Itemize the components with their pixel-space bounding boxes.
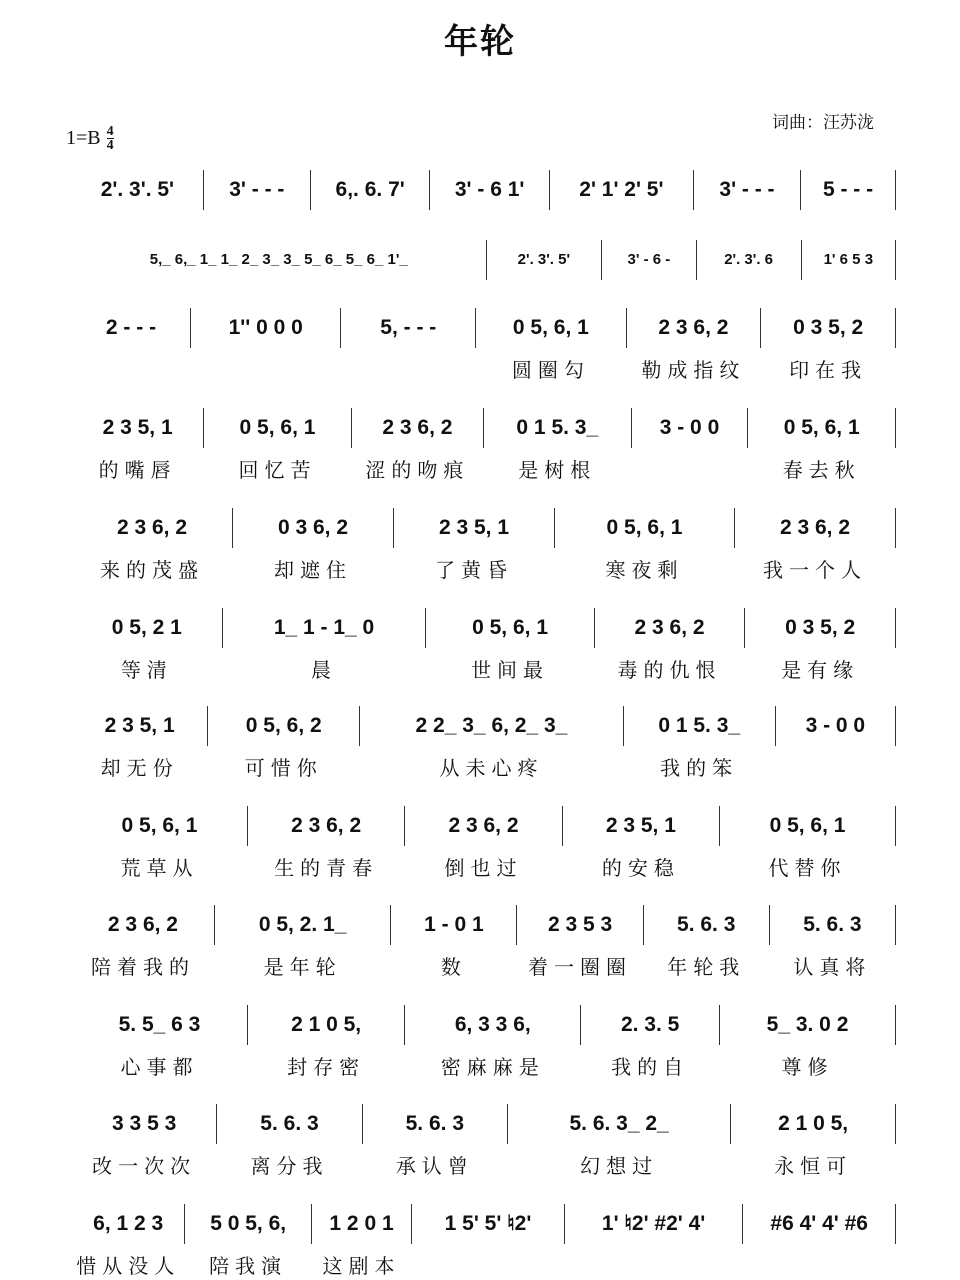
measure	[311, 170, 430, 210]
measure-notes: 3 - 0 0	[659, 416, 720, 439]
lyrics: 是有缘	[781, 658, 860, 682]
lyrics: 我的笨	[660, 756, 739, 780]
measure-notes: 0 5, 6, 1	[512, 316, 589, 339]
measure	[632, 408, 749, 448]
measure	[72, 508, 233, 582]
measure	[72, 240, 487, 280]
measure	[405, 806, 562, 880]
measure	[624, 706, 776, 780]
measure	[555, 508, 735, 582]
lyrics: 尊修	[781, 1055, 834, 1079]
lyrics: 从未心疼	[439, 756, 544, 780]
measure-notes: 2 1 0 5,	[778, 1112, 849, 1135]
lyrics: 封存密	[287, 1055, 366, 1079]
measure	[565, 1204, 744, 1244]
time-signature	[107, 125, 114, 152]
measure	[745, 608, 896, 682]
measure	[233, 508, 394, 582]
measure-notes: 0 3 6, 2	[277, 516, 349, 539]
measure	[204, 170, 311, 210]
measure	[72, 706, 208, 780]
lyrics: 是年轮	[263, 955, 342, 979]
measure-notes: 2 - - -	[105, 316, 157, 339]
lyrics: 勒成指纹	[641, 358, 746, 382]
lyrics: 寒夜剩	[605, 558, 684, 582]
measure-notes: 2'. 3'. 5'	[517, 251, 571, 268]
lyrics: 幻想过	[580, 1154, 659, 1178]
measure-notes: 2'. 3'. 6	[724, 251, 774, 268]
key-label: 1=B	[66, 127, 101, 149]
measure-notes: 2 3 5, 1	[605, 814, 676, 837]
measure	[743, 1204, 896, 1244]
measure-notes: 0 5, 6, 1	[121, 814, 198, 837]
measure	[391, 905, 517, 979]
lyrics: 来的茂盛	[100, 558, 204, 582]
measure-notes: 3' - - -	[719, 178, 775, 201]
lyrics: 心事都	[120, 1055, 199, 1079]
measure	[72, 1204, 185, 1278]
measure-notes: 2 3 6, 2	[779, 516, 851, 539]
measure-notes: 3' - 6 1'	[454, 178, 525, 201]
lyrics: 的安稳	[601, 856, 680, 880]
score-line	[72, 706, 896, 780]
lyrics: 荒草从	[120, 856, 199, 880]
lyrics: 密麻麻是	[440, 1055, 545, 1079]
measure-notes: 1' 6 5 3	[823, 251, 874, 268]
measure	[394, 508, 555, 582]
measure-notes: 5. 6. 3	[677, 913, 736, 936]
measure	[412, 1204, 565, 1244]
measure	[802, 240, 896, 280]
measure-notes: 6, 3 3 6,	[454, 1013, 531, 1036]
measure	[426, 608, 594, 682]
lyrics: 着一圈圈	[528, 955, 633, 979]
lyrics: 倒也过	[444, 856, 523, 880]
measure-notes: 0 3 5, 2	[793, 316, 864, 339]
lyrics: 年轮我	[667, 955, 746, 979]
measure-notes: 1 5' 5' ♮2'	[444, 1212, 532, 1235]
measure-notes: 0 5, 2 1	[111, 616, 182, 639]
measure-notes: 6, 1 2 3	[93, 1212, 164, 1235]
measure	[191, 308, 341, 348]
measure	[627, 308, 762, 382]
measure-notes: 2' 1' 2' 5'	[579, 178, 664, 201]
measure-notes: 2 3 6, 2	[448, 814, 519, 837]
measure	[801, 170, 896, 210]
measure-notes: 5. 6. 3	[405, 1112, 465, 1135]
measure-notes: 6,. 6. 7'	[335, 178, 405, 201]
measure	[248, 806, 405, 880]
measure-notes: 5_ 3. 0 2	[766, 1013, 849, 1036]
score-line	[72, 508, 896, 582]
measure	[363, 1104, 508, 1178]
score-line	[72, 608, 896, 682]
measure	[72, 806, 248, 880]
score-line	[72, 905, 896, 979]
measure-notes: 2. 3. 5	[620, 1013, 680, 1036]
score-line	[72, 1005, 896, 1079]
measure	[72, 608, 223, 682]
measure	[644, 905, 770, 979]
measure-notes: 2'. 3'. 5'	[100, 178, 175, 201]
measure-notes: 3 - 0 0	[805, 714, 866, 737]
measure-notes: 2 3 6, 2	[291, 814, 362, 837]
measure-notes: 2 2_ 3_ 6, 2_ 3_	[415, 714, 568, 737]
lyrics: 涩的吻痕	[365, 458, 470, 482]
score-line	[72, 1204, 896, 1278]
measure-notes: 5 - - -	[822, 178, 874, 201]
lyrics: 承认曾	[395, 1154, 474, 1178]
measure-notes: 1 2 0 1	[329, 1212, 394, 1235]
measure-notes: 2 3 5, 1	[438, 516, 510, 539]
lyrics: 是树根	[518, 458, 597, 482]
measure	[72, 408, 204, 482]
score-line	[72, 408, 896, 482]
lyrics: 离分我	[250, 1154, 329, 1178]
measure	[508, 1104, 731, 1178]
measure-notes: 3 3 5 3	[112, 1112, 177, 1135]
lyrics: 回忆苦	[238, 458, 317, 482]
measure	[312, 1204, 412, 1278]
lyrics: 晨	[311, 658, 338, 682]
lyrics: 却无份	[100, 756, 179, 780]
lyrics: 可惜你	[244, 756, 323, 780]
measure-notes: 0 5, 6, 1	[239, 416, 316, 439]
lyrics: 春去秋	[782, 458, 861, 482]
measure-notes: 2 3 6, 2	[116, 516, 188, 539]
measure	[595, 608, 746, 682]
lyrics: 我的自	[611, 1055, 690, 1079]
lyrics: 惜从没人	[76, 1254, 181, 1278]
measure	[217, 1104, 362, 1178]
measure	[697, 240, 802, 280]
composer-credit: 词曲：汪苏泷	[772, 113, 874, 133]
measure	[204, 408, 352, 482]
measure	[770, 905, 896, 979]
measure-notes: 1_ 1 - 1_ 0	[273, 616, 375, 639]
score-line	[72, 308, 896, 382]
measure	[484, 408, 632, 482]
lyrics: 我一个人	[763, 558, 867, 582]
measure	[352, 408, 484, 482]
measure	[517, 905, 643, 979]
measure	[215, 905, 391, 979]
measure	[735, 508, 896, 582]
measure	[776, 706, 896, 746]
lyrics: 这剧本	[322, 1254, 401, 1278]
score-line	[72, 240, 896, 280]
measure-notes: 5. 6. 3_ 2_	[569, 1112, 669, 1135]
measure-notes: 0 5, 2. 1_	[258, 913, 347, 936]
lyrics: 等清	[120, 658, 173, 682]
measure-notes: 1' ♮2' #2' 4'	[601, 1212, 706, 1235]
measure-notes: 1'' 0 0 0	[228, 316, 303, 339]
measure-notes: 2 3 6, 2	[634, 616, 705, 639]
score-line	[72, 170, 896, 210]
song-title: 年轮	[444, 23, 516, 61]
measure	[72, 170, 204, 210]
lyrics: 陪我演	[209, 1254, 288, 1278]
measure	[360, 706, 623, 780]
lyrics: 圆圈勾	[511, 358, 590, 382]
measure-notes: 1 - 0 1	[424, 913, 484, 936]
score-line	[72, 1104, 896, 1178]
measure	[487, 240, 603, 280]
measure-notes: 0 5, 6, 1	[769, 814, 846, 837]
measure	[72, 308, 191, 348]
measure	[694, 170, 801, 210]
time-signature-bottom: 4	[106, 138, 114, 153]
measure-notes: 0 5, 6, 1	[472, 616, 548, 639]
measure	[72, 1104, 217, 1178]
lyrics: 毒的仇恨	[617, 658, 722, 682]
measure-notes: 3' - - -	[229, 178, 285, 201]
measure-notes: 2 3 6, 2	[382, 416, 453, 439]
measure	[185, 1204, 311, 1278]
lyrics: 印在我	[789, 358, 868, 382]
measure	[248, 1005, 405, 1079]
measure	[208, 706, 360, 780]
measure	[476, 308, 626, 382]
measure-notes: 2 3 5 3	[547, 913, 613, 936]
score-line	[72, 806, 896, 880]
measure	[72, 1005, 248, 1079]
lyrics: 改一次次	[92, 1154, 197, 1178]
measure-notes: 0 1 5. 3_	[516, 416, 599, 439]
lyrics: 陪着我的	[90, 955, 195, 979]
lyrics: 数	[440, 955, 467, 979]
measure-notes: 5, - - -	[380, 316, 437, 339]
measure	[720, 806, 896, 880]
measure	[761, 308, 896, 382]
measure-notes: 2 3 5, 1	[104, 714, 175, 737]
measure-notes: 0 5, 6, 1	[606, 516, 683, 539]
measure-notes: 2 3 6, 2	[658, 316, 729, 339]
measure-notes: 5 0 5, 6,	[210, 1212, 287, 1235]
measure-notes: 0 5, 6, 2	[245, 714, 322, 737]
measure-notes: 0 5, 6, 1	[783, 416, 860, 439]
measure-notes: 2 1 0 5,	[291, 1013, 362, 1036]
measure-notes: 5. 6. 3	[260, 1112, 319, 1135]
measure-notes: 5. 6. 3	[803, 913, 862, 936]
measure	[720, 1005, 896, 1079]
measure	[430, 170, 549, 210]
measure-notes: 5. 5_ 6 3	[118, 1013, 201, 1036]
measure-notes: #6 4' 4' #6	[770, 1212, 868, 1235]
time-signature-top: 4	[106, 124, 114, 139]
measure	[72, 905, 215, 979]
measure	[748, 408, 896, 482]
measure-notes: 5,_ 6,_ 1_ 1_ 2_ 3_ 3_ 5_ 6_ 5_ 6_ 1'_	[149, 251, 408, 268]
measure	[731, 1104, 896, 1178]
measure	[563, 806, 720, 880]
lyrics: 了黄昏	[435, 558, 513, 582]
measure	[405, 1005, 581, 1079]
measure-notes: 0 1 5. 3_	[658, 714, 741, 737]
measure	[602, 240, 696, 280]
lyrics: 的嘴唇	[98, 458, 177, 482]
lyrics: 永恒可	[774, 1154, 853, 1178]
measure	[550, 170, 694, 210]
measure	[223, 608, 427, 682]
measure-notes: 3' - 6 -	[627, 251, 671, 268]
lyrics: 代替你	[768, 856, 847, 880]
lyrics: 生的青春	[274, 856, 379, 880]
key-signature	[66, 125, 114, 152]
lyrics: 世间最	[471, 658, 550, 682]
measure-notes: 2 3 6, 2	[107, 913, 178, 936]
lyrics: 却遮住	[274, 558, 352, 582]
measure-notes: 2 3 5, 1	[102, 416, 173, 439]
measure	[341, 308, 476, 348]
lyrics: 认真将	[793, 955, 872, 979]
measure-notes: 0 3 5, 2	[785, 616, 856, 639]
measure	[581, 1005, 720, 1079]
